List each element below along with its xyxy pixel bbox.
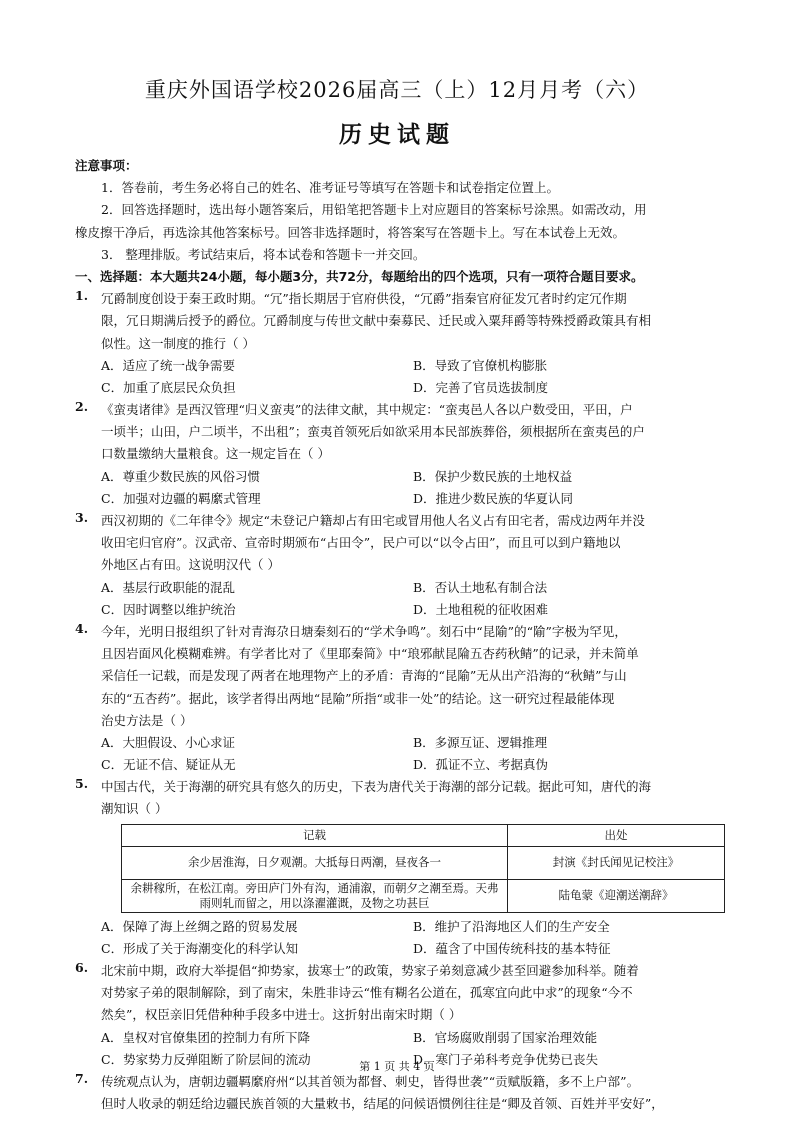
question-text: 今年，光明日报组织了针对青海尕日塘秦刻石的“学术争鸣”。刻石中“昆隃”的“隃”字极为罕见，: [101, 623, 627, 639]
question-text: 潮知识（ ）: [101, 801, 168, 817]
question-text: 西汉初期的《二年律令》规定“未登记户籍却占有田宅或冒用他人名义占有田宅者，需戍边两年并没: [101, 513, 645, 528]
option-row: [101, 599, 725, 621]
question-number: 4.: [75, 620, 89, 636]
option-c: C．势家势力反弹阻断了阶层间的流动: [101, 1051, 311, 1067]
question-number: 3.: [75, 510, 89, 525]
question-text: 北宋前中期，政府大举提倡“抑势家，拔寒士”的政策，势家子弟刻意减少甚至回避参加科举。随着: [101, 963, 639, 978]
notice-line: 1．答卷前，考生务必将自己的姓名、准考证号等填写在答题卡和试卷指定位置上。: [101, 180, 559, 196]
question-text: 中国古代，关于海潮的研究具有悠久的历史，下表为唐代关于海潮的部分记载。据此可知，唐代的海: [101, 779, 652, 795]
option-row: [101, 938, 725, 960]
option-a: A．适应了统一战争需要: [101, 357, 236, 373]
table-header-record: 记载: [122, 824, 508, 846]
page-subtitle: 历史试题: [339, 122, 455, 148]
question-6: [75, 960, 725, 1071]
table-header-source: 出处: [507, 824, 724, 846]
question-text: 限，冗日期满后授予的爵位。冗爵制度与传世文献中秦募民、迁民或入粟拜爵等特殊授爵政策具有相: [101, 313, 652, 329]
option-d: D．蕴含了中国传统科技的基本特征: [413, 940, 611, 956]
notice-heading: 注意事项：: [75, 158, 138, 173]
option-b: B．多源互证、逻辑推理: [413, 734, 548, 750]
notice-line: 2．回答选择题时，选出每小题答案后，用铅笔把答题卡上对应题目的答案标号涂黑。如需改动，用: [101, 202, 647, 218]
question-text: 传统观点认为，唐朝边疆羁縻府州“以其首领为都督、刺史，皆得世袭”“贡赋版籍，多不上户部”。: [101, 1073, 640, 1089]
option-a: A．保障了海上丝绸之路的贸易发展: [101, 918, 298, 934]
option-c: C．无证不信、疑证从无: [101, 757, 236, 773]
option-c: C．加重了底层民众负担: [101, 379, 236, 395]
table-cell-record: 余少居淮海，日夕观潮。大抵每日两潮，昼夜各一: [122, 846, 508, 879]
option-d: D．寒门子弟科考竞争优势已丧失: [413, 1051, 599, 1067]
question-text: 口数量缴纳大量粮食。这一规定旨在（ ）: [101, 446, 330, 462]
question-text: 东的“五杏药”。据此，该学者得出两地“昆隃”所指“或非一处”的结论。这一研究过程最能体现: [101, 690, 615, 706]
table-row: [122, 879, 725, 912]
question-number: 1.: [75, 288, 89, 304]
question-2: [75, 399, 725, 510]
notice-line: 3． 整理排版。考试结束后，将本试卷和答题卡一并交回。: [101, 246, 426, 262]
option-row: [101, 488, 725, 510]
question-text: 外地区占有田。这说明汉代（ ）: [101, 557, 280, 573]
question-number: 2.: [75, 399, 89, 415]
section-heading: 一、选择题：本大题共24小题，每小题3分，共72分，每题给出的四个选项，只有一项符合题目要求。: [75, 268, 644, 284]
option-a: A．皇权对官僚集团的控制力有所下降: [101, 1029, 311, 1045]
option-row: [101, 732, 725, 754]
option-row: [101, 377, 725, 399]
question-text: 一顷半；山田，户二顷半，不出租”；蛮夷首领死后如欲采用本民部族葬俗，须根据所在蛮夷邑的户: [101, 424, 645, 440]
question-text: 《蛮夷诸律》是西汉管理“归义蛮夷”的法律文献，其中规定：“蛮夷邑人各以户数受田，平田，户: [101, 402, 633, 418]
table-cell-source: 陆龟蒙《迎潮送潮辞》: [507, 879, 724, 912]
question-1: [75, 288, 725, 399]
option-row: [101, 466, 725, 488]
option-d: D．完善了官员选拔制度: [413, 379, 549, 395]
option-b: B．导致了官僚机构膨胀: [413, 357, 548, 373]
option-c: C．加强对边疆的羁縻式管理: [101, 490, 261, 506]
question-number: 5.: [75, 776, 89, 792]
option-row: [101, 355, 725, 377]
option-c: C．形成了关于海潮变化的科学认知: [101, 940, 299, 956]
question-5-options: [75, 916, 725, 960]
question-text: 对势家子弟的限制解除，到了南宋，朱胜非诗云“惟有糊名公道在，孤寒宜向此中求”的现象“今不: [101, 985, 633, 1001]
option-d: D．孤证不立、考据真伪: [413, 757, 549, 773]
table-cell-source: 封演《封氏闻见记校注》: [507, 846, 724, 879]
tide-records-table: [121, 824, 725, 913]
option-a: A．大胆假设、小心求证: [101, 734, 236, 750]
exam-content: [75, 155, 725, 1115]
option-b: B．否认土地私有制合法: [413, 579, 548, 595]
page-title: 重庆外国语学校2026届高三（上）12月月考（六）: [144, 78, 650, 102]
notice-line: 橡皮擦干净后，再选涂其他答案标号。回答非选择题时，将答案写在答题卡上。写在本试卷上无效。: [75, 224, 626, 240]
table-row: [122, 846, 725, 879]
option-b: B．维护了沿海地区人们的生产安全: [413, 918, 610, 934]
option-b: B．保护少数民族的土地权益: [413, 468, 573, 484]
option-a: A．基层行政职能的混乱: [101, 579, 236, 595]
option-d: D．土地租税的征收困难: [413, 601, 549, 617]
question-5: [75, 776, 725, 820]
question-3: [75, 510, 725, 621]
question-text: 收田宅归官府”。汉武帝、宣帝时期颁布“占田令”，民户可以“以令占田”，而且可以到户籍地以: [101, 535, 621, 551]
question-text: 且因岩面风化模糊难辨。有学者比对了《里耶秦简》中“琅邪献昆陯五杏药秋鲭”的记录，并未简单: [101, 646, 639, 662]
question-text: 似性。这一制度的推行（ ）: [101, 335, 255, 351]
option-b: B．官场腐败削弱了国家治理效能: [413, 1029, 598, 1045]
question-7: [75, 1071, 725, 1115]
question-text: 然矣”，权臣亲旧凭借种种手段多中进士。这折射出南宋时期（ ）: [101, 1007, 462, 1023]
option-row: [101, 916, 725, 938]
question-4: [75, 621, 725, 776]
page-footer: 第 1 页 共 4 页: [359, 1060, 435, 1073]
option-row: [101, 1027, 725, 1049]
option-a: A．尊重少数民族的风俗习惯: [101, 468, 261, 484]
question-text: 但时人收录的朝廷给边疆民族首领的大量敕书，结尾的问候语惯例往往是“卿及首领、百姓并平安好”，: [101, 1096, 664, 1112]
option-c: C．因时调整以维护统治: [101, 601, 236, 617]
question-text: 采信任一记载，而是发现了两者在地理物产上的矛盾：青海的“昆隃”无从出产沿海的“秋鲭”与山: [101, 668, 627, 684]
question-text: 冗爵制度创设于秦王政时期。“冗”指长期居于官府供役，“冗爵”指秦官府征发冗者时约定冗作期: [101, 291, 627, 307]
option-row: [101, 577, 725, 599]
question-text: 治史方法是（ ）: [101, 712, 193, 728]
option-row: [101, 754, 725, 776]
question-number: 7.: [75, 1070, 89, 1086]
option-d: D．推进少数民族的华夏认同: [413, 490, 574, 506]
question-number: 6.: [75, 960, 89, 975]
table-header-row: [122, 824, 725, 846]
table-cell-record: 余耕稼所，在松江南。旁田庐门外有沟，通浦溆，而朝夕之潮至焉。天弗雨则轧而留之，用以涤濯灌溉，及物之功甚巨: [122, 879, 508, 912]
